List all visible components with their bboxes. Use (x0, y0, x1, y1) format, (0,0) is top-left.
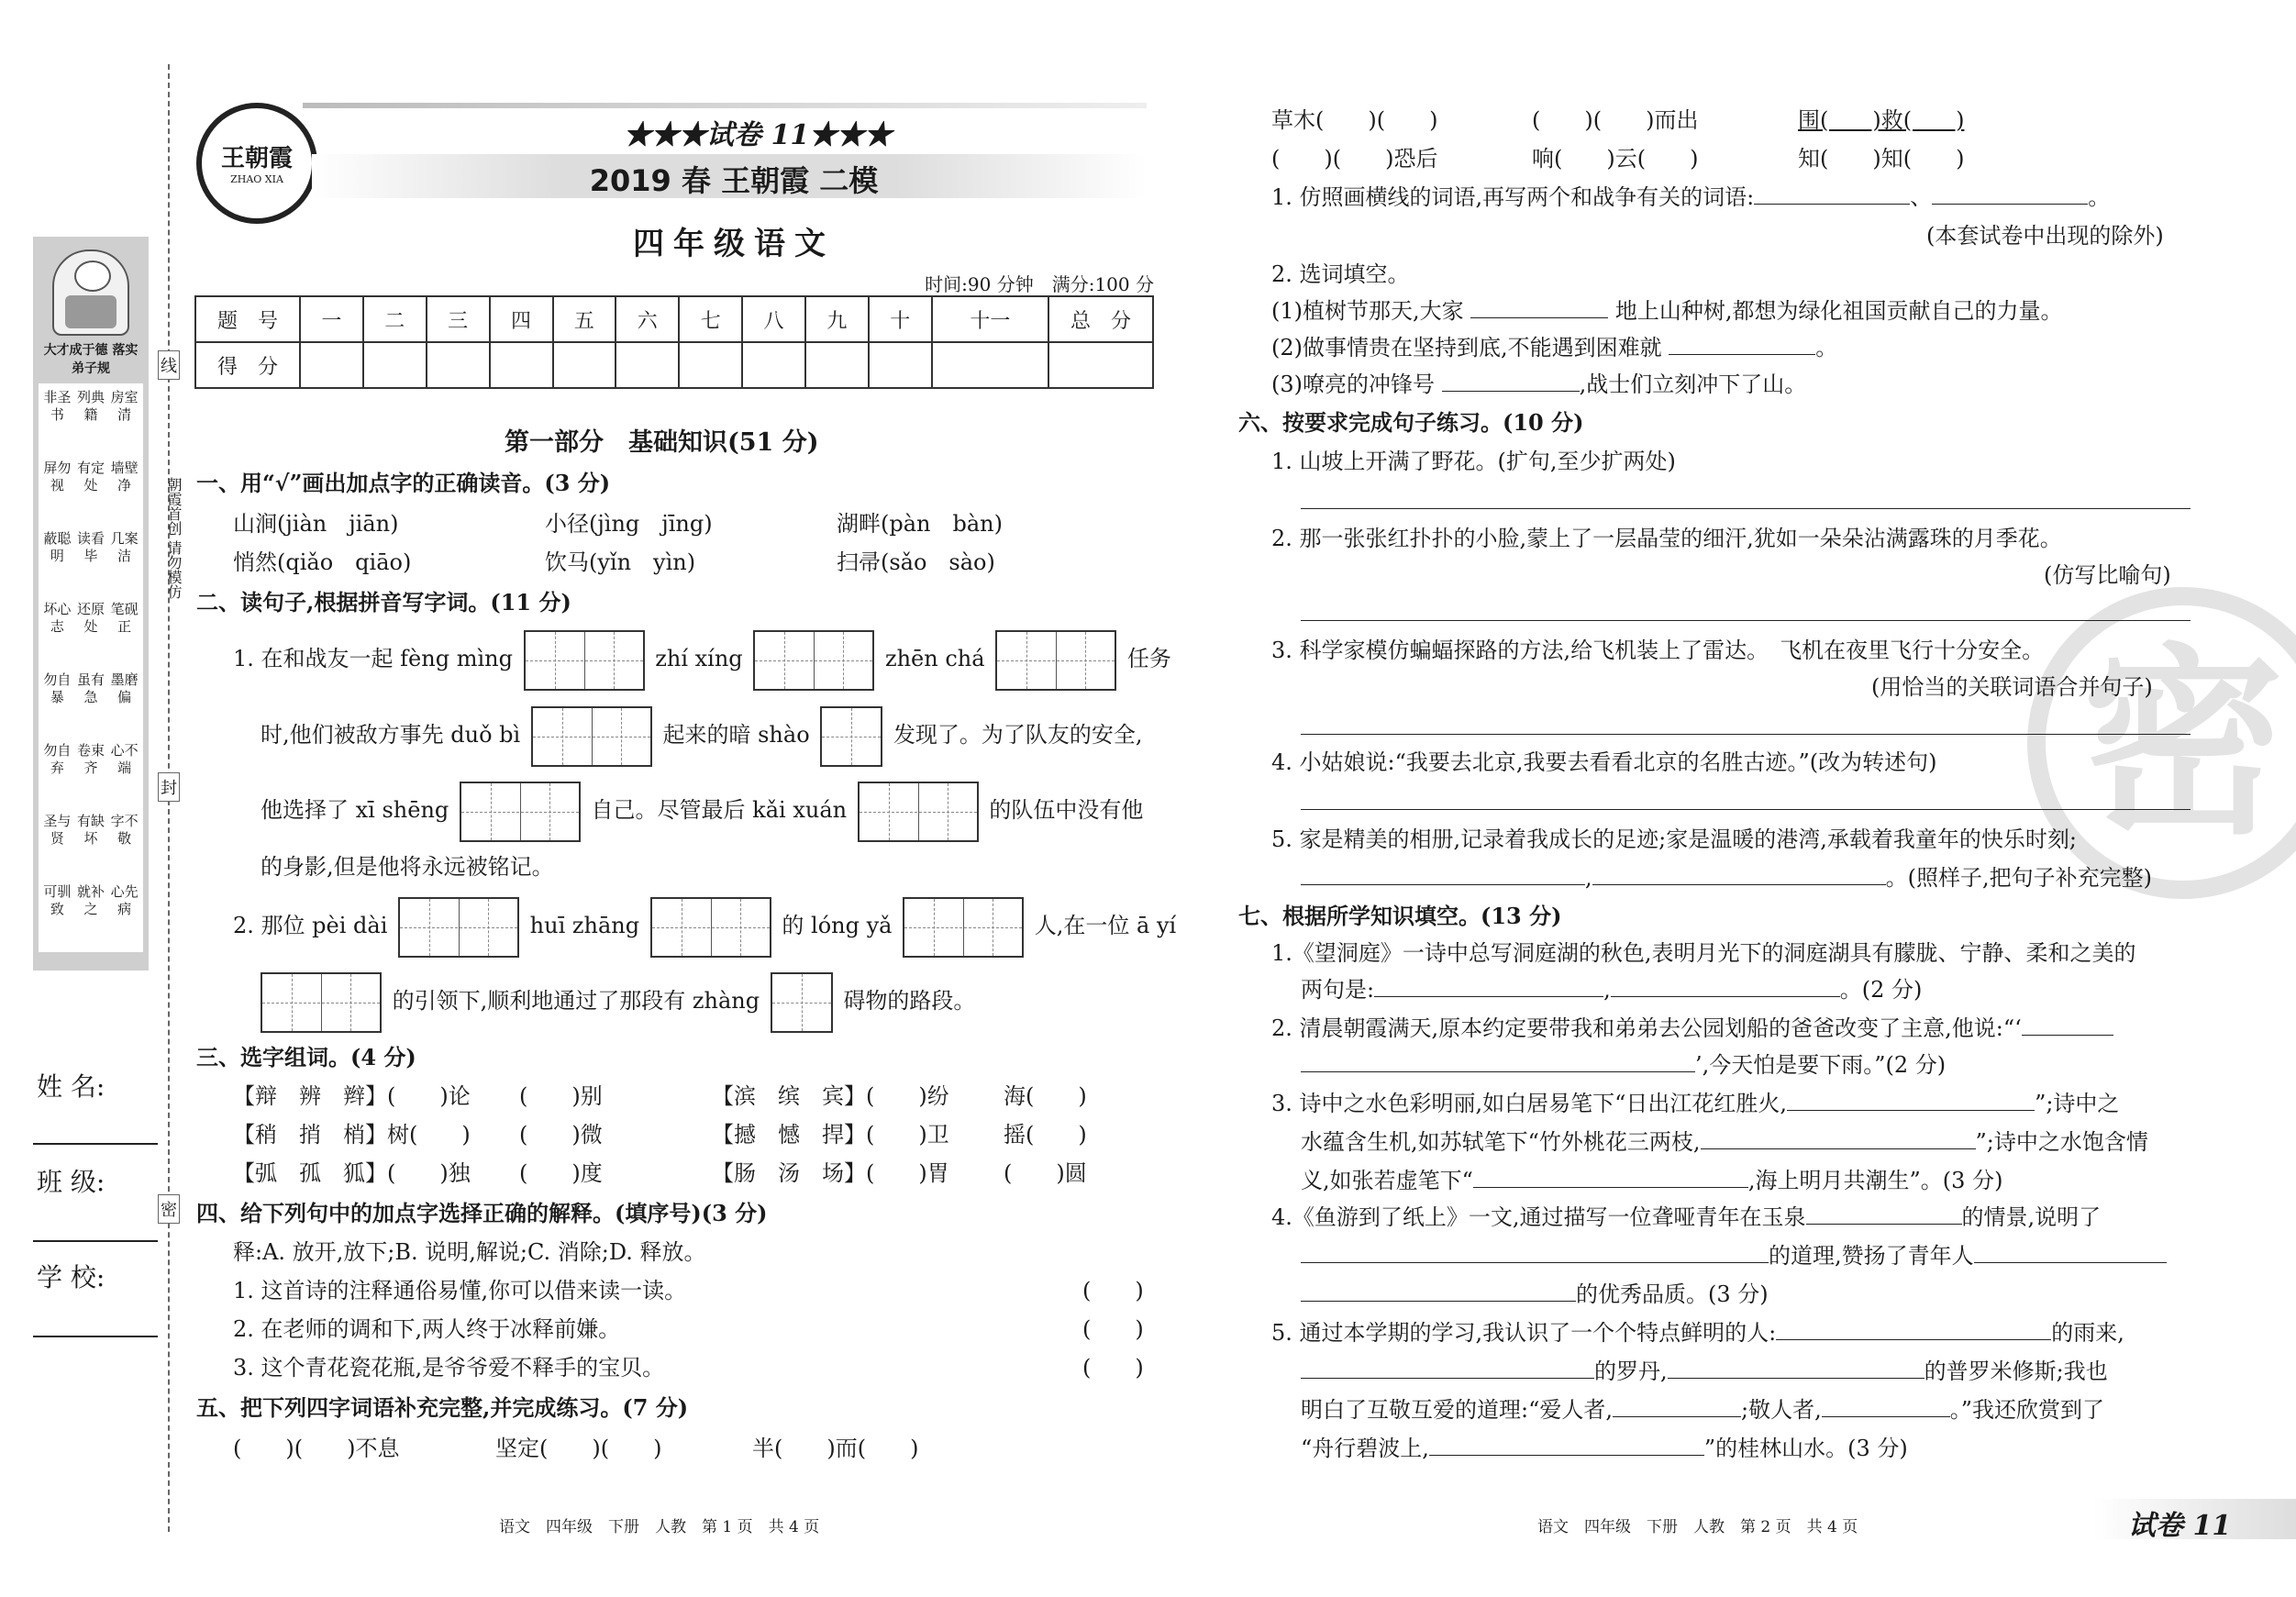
q2-text: 2. 那位 pèi dài (233, 913, 388, 938)
star-icon: ★★★ (809, 119, 893, 151)
score-header-cell: 九 (805, 296, 869, 342)
school-label: 学 校: (37, 1262, 105, 1292)
tianzi-box[interactable] (903, 897, 1024, 958)
q7-text: ;敬人者, (1740, 1397, 1822, 1423)
q7-text: 3. 诗中之水色彩明丽,如白居易笔下“日出江花红胜火, (1271, 1091, 1788, 1116)
poem-cell: 可驯致 (43, 883, 72, 917)
score-header-cell: 六 (616, 296, 679, 342)
q4-item: 3. 这个青花瓷花瓶,是爷爷爱不释手的宝贝。 (233, 1355, 665, 1381)
score-header-cell: 十 (869, 296, 932, 342)
q3-item[interactable]: 【撼 憾 捍】( )卫 (712, 1122, 949, 1148)
poem-cell: 几案洁 (110, 530, 139, 564)
score-header-cell: 五 (553, 296, 616, 342)
q6-tail: 。(照样子,把句子补充完整) (1885, 865, 2152, 891)
binding-mark-2: 封 (158, 772, 180, 802)
score-cell[interactable] (553, 342, 616, 388)
score-cell[interactable] (300, 342, 363, 388)
answer-blank[interactable] (1932, 182, 2088, 205)
answer-blank[interactable] (1442, 369, 1580, 392)
poem-cell: 有定处 (76, 460, 105, 494)
q7-text: 。(2 分) (1839, 977, 1923, 1003)
q1-item[interactable]: 扫帚(sǎo sào) (837, 549, 995, 575)
q7-sub (1301, 1240, 2167, 1271)
q7-item: 1.《望洞庭》一诗中总写洞庭湖的秋色,表明月光下的洞庭湖具有朦胧、宁静、柔和之美的 (1271, 940, 2136, 966)
class-input-line[interactable] (33, 1240, 158, 1242)
tianzi-box[interactable] (820, 706, 882, 767)
q2-text: 自己。尽管最后 kǎi xuán (591, 797, 848, 823)
poem-cell: 勿自暴 (43, 671, 72, 705)
q3-item[interactable]: 【辩 辨 辫】( )论 (233, 1083, 471, 1109)
corner-badge-label: 试卷 11 (2128, 1510, 2232, 1542)
time-info: 时间:90 分钟 满分:100 分 (925, 273, 1154, 295)
answer-blank[interactable] (1787, 1088, 2035, 1111)
poem-cell: 房室清 (110, 389, 139, 423)
q2-text: 碍物的路段。 (843, 988, 976, 1014)
q2-text: zhí xíng (655, 646, 743, 671)
tianzi-box[interactable] (261, 972, 382, 1033)
q7-sub: 两句是: , 。(2 分) (1301, 974, 1922, 1005)
q7-text: ”的桂林山水。(3 分) (1703, 1436, 1908, 1461)
q5-sub-text: 1. 仿照画横线的词语,再写两个和战争有关的词语: (1271, 184, 1755, 210)
q5-sub-text: (1)植树节那天,大家 (1271, 298, 1464, 324)
answer-blank[interactable] (1592, 862, 1886, 885)
tianzi-box[interactable] (995, 630, 1116, 691)
poem-cell: 墨磨偏 (110, 671, 139, 705)
q2-line (257, 970, 975, 1033)
q6-item: 2. 那一张张红扑扑的小脸,蒙上了一层晶莹的细汗,犹如一朵朵沾满露珠的月季花。 (1271, 526, 2062, 551)
q1-item[interactable]: 山涧(jiàn jiān) (233, 511, 399, 537)
score-header-cell: 四 (490, 296, 553, 342)
q5-sub: 2. 选词填空。 (1271, 261, 1410, 287)
answer-line[interactable] (1301, 508, 2191, 509)
q4-answer[interactable]: ( ) (1082, 1278, 1144, 1303)
logo-text: 王朝霞 (220, 145, 293, 172)
q7-text: 明白了互敬互爱的道理:“爱人者, (1301, 1397, 1613, 1423)
answer-blank[interactable] (1301, 1049, 1695, 1072)
poem-cell: 屏勿视 (43, 460, 72, 494)
table-row (195, 342, 1153, 388)
score-cell[interactable] (427, 342, 490, 388)
answer-blank[interactable] (1374, 974, 1603, 997)
q7-sub (1301, 1165, 2002, 1196)
answer-blank[interactable] (2022, 1013, 2113, 1036)
poem-cell: 读看毕 (76, 530, 105, 564)
q2-line (261, 780, 1143, 842)
r-item[interactable]: 知( )知( ) (1798, 146, 1965, 172)
q7-text: 4.《鱼游到了纸上》一文,通过描写一位聋哑青年在玉泉 (1271, 1204, 1806, 1230)
score-header-cell: 三 (427, 296, 490, 342)
q1-item[interactable]: 饮马(yǐn yìn) (545, 549, 696, 575)
q3-item[interactable]: 摇( ) (1004, 1122, 1087, 1148)
q2-text: 的引领下,顺利地通过了那段有 zhàng (392, 988, 760, 1014)
q2-line (261, 704, 1143, 767)
part-title: 第一部分 基础知识(51 分) (505, 428, 819, 457)
q2-line (233, 895, 1176, 958)
score-cell[interactable] (363, 342, 427, 388)
sidebar-caption: 大才成于德 落实弟子规 (43, 343, 139, 376)
q5-sub-text: 地上山种树,都想为绿化祖国贡献自己的力量。 (1614, 298, 2063, 324)
q5-sub (1271, 295, 2063, 327)
binding-mark-3: 密 (158, 1194, 180, 1224)
school-input-line[interactable] (33, 1336, 158, 1337)
tianzi-box[interactable] (460, 782, 581, 842)
q4-answer[interactable]: ( ) (1082, 1355, 1144, 1381)
q6-item: 3. 科学家模仿蝙蝠探路的方法,给飞机装上了雷达。 飞机在夜里飞行十分安全。 (1271, 638, 2045, 663)
poem-cell: 蔽聪明 (43, 530, 72, 564)
scholar-icon (52, 250, 129, 336)
brand-logo (196, 103, 317, 224)
vertical-note: 朝霞首创 请勿模仿 (165, 477, 183, 600)
score-cell[interactable] (869, 342, 932, 388)
q7-text: 的罗丹, (1594, 1359, 1668, 1384)
q6-item: 4. 小姑娘说:“我要去北京,我要去看看北京的名胜古迹。”(改为转述句) (1271, 749, 1937, 775)
q5-item[interactable]: 半( )而( ) (752, 1436, 919, 1461)
answer-line[interactable] (1301, 620, 2191, 621)
poem-cell: 墙壁净 (110, 460, 139, 494)
q7-sub (1301, 1279, 1769, 1310)
q7-sub (1271, 1088, 2119, 1119)
q2-text: 的身影,但是他将永远被铭记。 (261, 854, 554, 880)
q6-item: 1. 山坡上开满了野花。(扩句,至少扩两处) (1271, 449, 1676, 474)
answer-blank[interactable] (1613, 1394, 1741, 1417)
q7-text: 的优秀品质。(3 分) (1576, 1281, 1769, 1307)
q5-item[interactable]: 坚定( )( ) (495, 1436, 662, 1461)
score-label-cell: 得 分 (195, 342, 300, 388)
q2-text: 的队伍中没有他 (989, 797, 1144, 823)
answer-blank[interactable] (1974, 1240, 2167, 1263)
q7-text: 的情景,说明了 (1961, 1204, 2102, 1230)
score-header-cell: 总 分 (1048, 296, 1153, 342)
q4-title: 四、给下列句中的加点字选择正确的解释。(填序号)(3 分) (196, 1200, 768, 1226)
poem-cell: 勿自弃 (43, 742, 72, 776)
corner-badge (2091, 1499, 2296, 1542)
score-cell[interactable] (490, 342, 553, 388)
exam-title: 2019 春 王朝霞 二模 (589, 163, 879, 198)
r-item[interactable]: ( )( )而出 (1532, 107, 1699, 133)
q7-sub (1301, 1433, 1908, 1464)
q2-text: 的 lóng yǎ (782, 913, 893, 938)
poem-cell: 列典籍 (76, 389, 105, 423)
q2-text: 起来的暗 shào (662, 722, 810, 748)
star-icon: ★★★ (624, 119, 706, 151)
q2-text: 1. 在和战友一起 fèng mìng (233, 646, 513, 671)
q3-item[interactable]: ( )别 (519, 1083, 603, 1109)
q7-sub (1271, 1013, 2113, 1044)
answer-blank[interactable] (1822, 1394, 1950, 1417)
answer-blank[interactable] (1301, 1240, 1769, 1263)
q7-title: 七、根据所学知识填空。(13 分) (1238, 903, 1562, 929)
answer-blank[interactable] (1301, 1356, 1594, 1379)
answer-blank[interactable] (1429, 1433, 1704, 1456)
q7-sub (1271, 1202, 2101, 1233)
score-cell[interactable] (679, 342, 742, 388)
q7-text: 5. 通过本学期的学习,我认识了一个个特点鲜明的人: (1271, 1320, 1777, 1346)
q3-item[interactable]: 【稍 捎 梢】树( ) (233, 1122, 471, 1148)
class-label: 班 级: (37, 1167, 105, 1197)
r-item[interactable]: 草木( )( ) (1271, 107, 1438, 133)
q5-sub: (2)做事情贵在坚持到底,不能遇到困难就 。 (1271, 332, 1837, 363)
subject-title: 四年级语文 (633, 226, 835, 262)
q5-title: 五、把下列四字词语补充完整,并完成练习。(7 分) (196, 1394, 689, 1421)
logo-sub: ZHAO XIA (230, 173, 283, 185)
q5-sub (1271, 369, 1806, 400)
tianzi-box[interactable] (524, 630, 645, 691)
q7-text: ’,今天怕是要下雨。”(2 分) (1695, 1052, 1947, 1078)
tianzi-box[interactable] (650, 897, 771, 958)
tianzi-box[interactable] (398, 897, 519, 958)
q3-title: 三、选字组词。(4 分) (196, 1044, 416, 1070)
score-cell[interactable] (616, 342, 679, 388)
r-item[interactable]: 响( )云( ) (1532, 146, 1699, 172)
answer-blank[interactable] (1701, 1126, 1976, 1149)
q2-text: 时,他们被敌方事先 duǒ bì (261, 722, 521, 748)
q7-text: 。”我还欣赏到了 (1949, 1397, 2104, 1423)
q7-text: 的普罗米修斯;我也 (1924, 1359, 2108, 1384)
score-header-cell: 二 (363, 296, 427, 342)
poem-cell: 虽有急 (76, 671, 105, 705)
tianzi-box[interactable] (753, 630, 874, 691)
poem-cell: 笔砚正 (110, 601, 139, 635)
name-input-line[interactable] (33, 1143, 158, 1145)
poem-cell: 坏心志 (43, 601, 72, 635)
q1-title: 一、用“√”画出加点字的正确读音。(3 分) (196, 470, 611, 496)
q7-text: 义,如张若虚笔下“ (1301, 1168, 1473, 1193)
name-label: 姓 名: (37, 1071, 105, 1102)
header-ribbon (303, 103, 1147, 108)
poem-cell: 字不敬 (110, 813, 139, 847)
score-cell[interactable] (932, 342, 1048, 388)
q7-text: 两句是: (1301, 977, 1375, 1003)
score-header-cell: 题 号 (195, 296, 300, 342)
answer-blank[interactable] (1301, 1279, 1576, 1302)
exam-badge (624, 112, 892, 152)
score-cell[interactable] (742, 342, 805, 388)
poem-cell: 非圣书 (43, 389, 72, 423)
answer-blank[interactable] (1776, 1317, 2051, 1340)
q7-sub (1301, 1049, 1946, 1081)
exam-badge-label: 试卷 11 (706, 119, 810, 151)
q7-sub (1301, 1356, 2108, 1387)
answer-line[interactable] (1301, 734, 2191, 735)
q6-sub: , 。(照样子,把句子补充完整) (1301, 862, 2152, 893)
q5-note: (本套试卷中出现的除外) (1926, 223, 2164, 249)
answer-blank[interactable] (1669, 332, 1815, 355)
poem-cell: 卷束齐 (76, 742, 105, 776)
q7-text: “舟行碧波上, (1301, 1436, 1429, 1461)
q7-text: ,海上明月共潮生”。(3 分) (1747, 1168, 2003, 1193)
q2-line (233, 628, 1171, 691)
score-header-cell: 七 (679, 296, 742, 342)
score-header-cell: 八 (742, 296, 805, 342)
r-item[interactable]: 围( )救( ) (1798, 107, 1965, 133)
q7-sub (1301, 1126, 2148, 1158)
q7-text: 的道理,赞扬了青年人 (1769, 1243, 1974, 1269)
q3-item[interactable]: 海( ) (1004, 1083, 1087, 1109)
q3-item[interactable]: ( )圆 (1004, 1160, 1087, 1186)
q4-definition: 释:A. 放开,放下;B. 说明,解说;C. 消除;D. 释放。 (233, 1239, 706, 1265)
q1-item[interactable]: 湖畔(pàn bàn) (837, 511, 1003, 537)
sidebar-poem (39, 383, 143, 952)
tianzi-box[interactable] (771, 972, 833, 1033)
r-item[interactable]: ( )( )恐后 (1271, 146, 1438, 172)
q2-text: zhēn chá (884, 646, 985, 671)
q1-item[interactable]: 悄然(qiǎo qiāo) (233, 549, 412, 575)
q4-item: 1. 这首诗的注释通俗易懂,你可以借来读一读。 (233, 1278, 687, 1303)
q7-text: 的雨来, (2051, 1320, 2124, 1346)
score-cell[interactable] (805, 342, 869, 388)
q7-text: 水蕴含生机,如苏轼笔下“竹外桃花三两枝, (1301, 1129, 1701, 1155)
page-footer-right: 语文 四年级 下册 人教 第 2 页 共 4 页 (1537, 1518, 1858, 1536)
q6-title: 六、按要求完成句子练习。(10 分) (1238, 409, 1584, 436)
q2-text: 发现了。为了队友的安全, (893, 722, 1143, 748)
table-row (195, 296, 1153, 342)
q7-text: ”;诗中之 (2035, 1091, 2120, 1116)
q3-item[interactable]: 【滨 缤 宾】( )纷 (712, 1083, 949, 1109)
answer-blank[interactable] (1806, 1202, 1962, 1225)
q5-sub-text: ,战士们立刻冲下了山。 (1579, 372, 1807, 397)
answer-blank[interactable] (1473, 1165, 1748, 1188)
poem-cell: 心先病 (110, 883, 139, 917)
q3-item[interactable]: 【肠 汤 场】( )胃 (712, 1160, 949, 1186)
answer-blank[interactable] (1754, 182, 1910, 205)
q2-title: 二、读句子,根据拼音写字词。(11 分) (196, 589, 571, 616)
q2-text: huī zhāng (529, 913, 640, 938)
q5-sub-text: (3)嘹亮的冲锋号 (1271, 372, 1435, 397)
q4-answer[interactable]: ( ) (1082, 1316, 1144, 1342)
q6-item: 5. 家是精美的相册,记录着我成长的足迹;家是温暖的港湾,承载着我童年的快乐时刻; (1271, 826, 2077, 852)
poem-cell: 圣与贤 (43, 813, 72, 847)
q6-note: (用恰当的关联词语合并句子) (1871, 674, 2153, 700)
q2-text: 他选择了 xī shēng (261, 797, 449, 823)
answer-line[interactable] (1301, 809, 2191, 810)
q3-item[interactable]: ( )度 (519, 1160, 603, 1186)
q2-text: 人,在一位 ā yí (1034, 913, 1177, 938)
tianzi-box[interactable] (531, 706, 652, 767)
answer-blank[interactable] (1611, 974, 1840, 997)
tianzi-box[interactable] (858, 782, 979, 842)
answer-blank[interactable] (1470, 295, 1608, 318)
q4-item: 2. 在老师的调和下,两人终于冰释前嫌。 (233, 1316, 621, 1342)
q7-text: 2. 清晨朝霞满天,原本约定要带我和弟弟去公园划船的爸爸改变了主意,他说:“‘ (1271, 1015, 2022, 1041)
poem-cell: 还原处 (76, 601, 105, 635)
q5-item[interactable]: ( )( )不息 (233, 1436, 400, 1461)
q2-text: 任务 (1126, 646, 1171, 671)
score-header-cell: 一 (300, 296, 363, 342)
watermark-text: 密 (2081, 624, 2284, 861)
answer-blank[interactable] (1668, 1356, 1924, 1379)
binding-mark-1: 线 (158, 350, 180, 380)
q7-text: ”;诗中之水饱含情 (1975, 1129, 2148, 1155)
poem-cell: 有缺坏 (76, 813, 105, 847)
q5-sub: 1. 仿照画横线的词语,再写两个和战争有关的词语: 、 。 (1271, 182, 2110, 213)
q1-item[interactable]: 小径(jìng jīng) (545, 511, 713, 537)
q5-sub-text: (2)做事情贵在坚持到底,不能遇到困难就 (1271, 335, 1662, 360)
q6-note: (仿写比喻句) (2044, 562, 2171, 588)
score-table (194, 295, 1154, 389)
q3-item[interactable]: 【弧 孤 狐】( )独 (233, 1160, 471, 1186)
answer-blank[interactable] (1301, 862, 1585, 885)
q7-sub (1271, 1317, 2124, 1348)
poem-cell: 心不端 (110, 742, 139, 776)
score-header-cell: 十一 (932, 296, 1048, 342)
score-cell[interactable] (1048, 342, 1153, 388)
sidebar-panel (33, 237, 149, 970)
q7-sub (1301, 1394, 2104, 1425)
page-footer-left: 语文 四年级 下册 人教 第 1 页 共 4 页 (499, 1518, 820, 1536)
q3-item[interactable]: ( )微 (519, 1122, 603, 1148)
poem-cell: 就补之 (76, 883, 105, 917)
